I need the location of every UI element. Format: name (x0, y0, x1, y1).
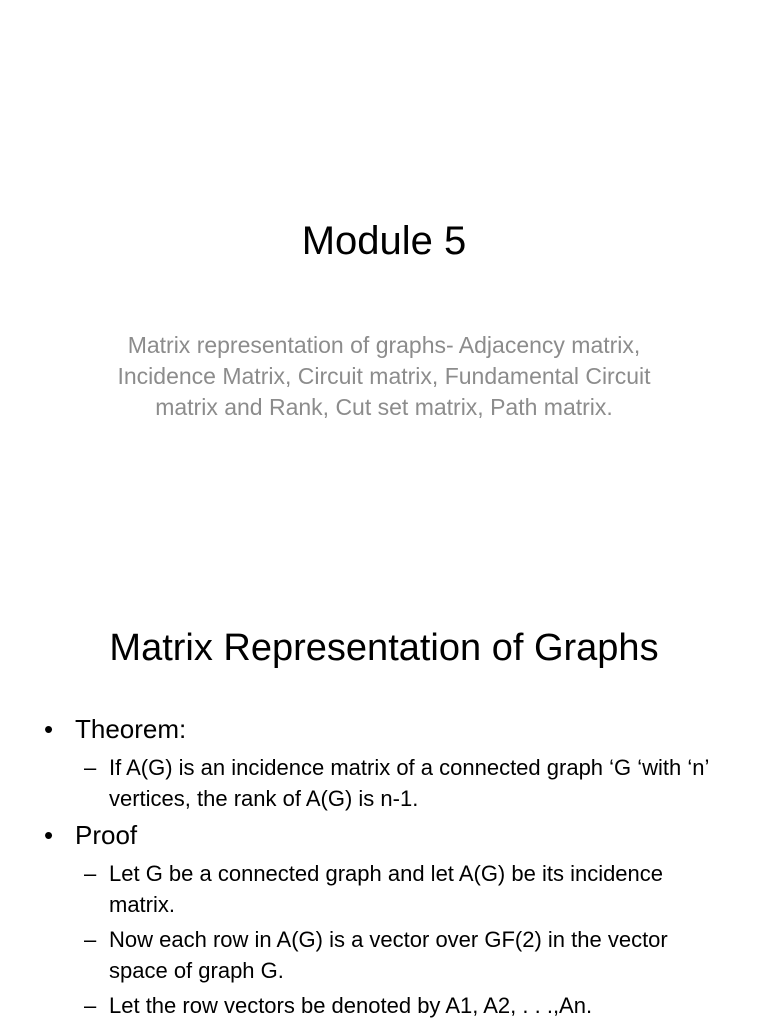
bullet-icon: • (44, 820, 54, 850)
sub-bullet (0, 752, 768, 814)
dash-icon: – (84, 993, 97, 1018)
slide-title: Matrix Representation of Graphs (109, 627, 659, 669)
slide-subtitle: Matrix representation of graphs- Adjacency matrix, Incidence Matrix, Circuit matrix, Fundamental Circuit matrix and Rank, Cut set matrix, Path matrix. (117, 332, 651, 420)
dash-icon: – (84, 927, 97, 952)
sub-bullet-text: Now each row in A(G) is a vector over GF(2) in the vector space of graph G. (109, 927, 668, 983)
slide-matrix-representation (0, 576, 768, 1024)
bullet-proof (0, 818, 768, 852)
slide-title: Module 5 (301, 219, 467, 263)
bullet-icon: • (44, 714, 54, 744)
sub-bullet (0, 858, 768, 920)
sub-bullet-text: If A(G) is an incidence matrix of a connected graph ‘G ‘with ‘n’ vertices, the rank of A(G) is n-1. (109, 755, 709, 811)
sub-bullet (0, 924, 768, 986)
bullet-list (0, 712, 768, 1024)
bullet-theorem (0, 712, 768, 746)
bullet-label: Theorem: (75, 714, 187, 744)
bullet-label: Proof (75, 820, 138, 850)
sub-bullet-text: Let G be a connected graph and let A(G) be its incidence matrix. (109, 861, 664, 917)
dash-icon: – (84, 755, 97, 780)
sub-bullet (0, 990, 768, 1021)
dash-icon: – (84, 861, 97, 886)
sub-bullet-text: Let the row vectors be denoted by A1, A2, . . .,An. (109, 993, 593, 1018)
